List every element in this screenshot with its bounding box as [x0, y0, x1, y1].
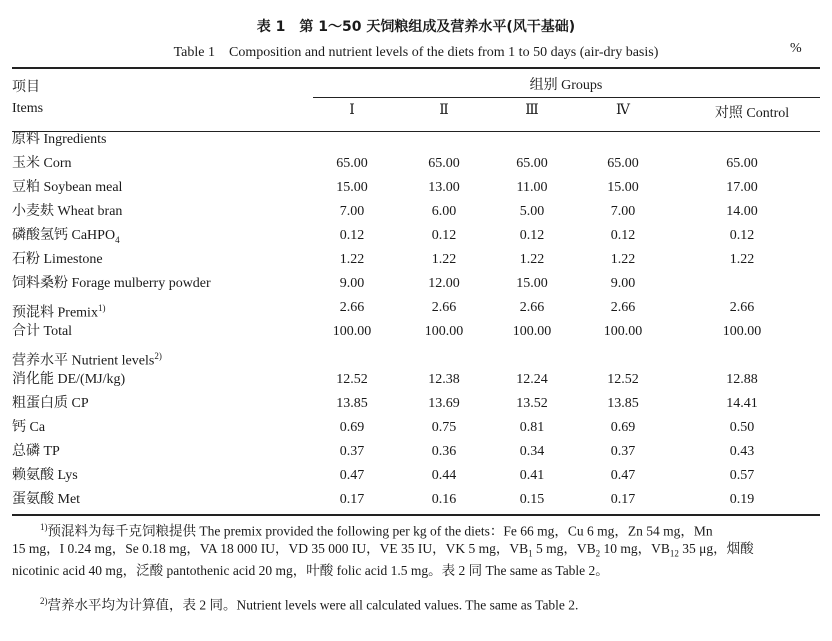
row-label-text: 磷酸氢钙 CaHPO — [12, 228, 116, 243]
footnote-2-text: 营养水平均为计算值，表 2 同。Nutrient levels were all calculated values. The same as Table 2. — [47, 597, 579, 613]
col-header-4: Ⅳ — [616, 103, 630, 118]
row-label — [12, 152, 72, 176]
row-label-text: 营养水平 Nutrient levels — [12, 353, 155, 369]
header-items-cn: 项目 — [12, 80, 40, 95]
table-row — [12, 464, 820, 488]
table-cell: 12.52 — [607, 372, 639, 387]
table-cell: 0.44 — [431, 468, 457, 483]
header-items-en: Items — [12, 101, 44, 116]
table-cell: 100.00 — [722, 324, 762, 339]
table-cell: 7.00 — [610, 204, 636, 219]
table-cell: 0.69 — [610, 420, 636, 435]
table-cell: 0.17 — [339, 492, 365, 507]
footnote-2 — [12, 590, 820, 617]
row-label — [12, 488, 80, 512]
table-cell: 11.00 — [516, 180, 548, 195]
footnote-1-mark: 1) — [40, 522, 48, 532]
table-row — [12, 248, 820, 272]
table-cell: 7.00 — [339, 204, 365, 219]
row-label — [12, 392, 89, 416]
row-label — [12, 128, 106, 152]
table-cell: 0.12 — [431, 228, 457, 243]
table-cell: 0.47 — [610, 468, 636, 483]
col-header-2: Ⅱ — [439, 103, 449, 118]
row-label-text: 石粉 Limestone — [12, 252, 103, 267]
table-cell: 0.12 — [339, 228, 365, 243]
table-cell: 12.52 — [336, 372, 368, 387]
row-label — [12, 176, 122, 200]
table-cell: 1.22 — [610, 252, 636, 267]
vb1-text: 5 mg，VB — [532, 541, 596, 556]
table-cell: 0.19 — [729, 492, 755, 507]
table-row — [12, 296, 820, 320]
table-cell: 65.00 — [336, 156, 368, 171]
table-cell: 65.00 — [516, 156, 548, 171]
table-cell: 65.00 — [726, 156, 758, 171]
table-row — [12, 344, 820, 368]
table-cell: 1.22 — [729, 252, 755, 267]
table-cell: 2.66 — [729, 300, 755, 315]
table-cell: 12.88 — [726, 372, 758, 387]
row-label — [12, 272, 211, 296]
table-cell: 2.66 — [339, 300, 365, 315]
table-cell: 12.38 — [428, 372, 460, 387]
col-header-3: Ⅲ — [525, 103, 539, 118]
table-title-en: Table 1 Composition and nutrient levels of the diets from 1 to 50 days (air-dry basis) — [173, 45, 659, 60]
table-row — [12, 392, 820, 416]
vb1-sub: 1 — [528, 548, 533, 559]
table-cell: 1.22 — [339, 252, 365, 267]
top-rule — [12, 67, 820, 69]
row-label — [12, 320, 72, 344]
table-cell: 9.00 — [610, 276, 636, 291]
table-cell: 100.00 — [424, 324, 464, 339]
table-cell: 15.00 — [516, 276, 548, 291]
table-cell: 12.24 — [516, 372, 548, 387]
col-header-control: 对照 Control — [714, 106, 790, 121]
table-cell: 0.57 — [729, 468, 755, 483]
table-cell: 0.75 — [431, 420, 457, 435]
row-label-text: 预混料 Premix — [12, 305, 98, 321]
vb2-text: 10 mg，VB — [600, 541, 670, 556]
table-cell: 13.69 — [428, 396, 460, 411]
table-cell: 17.00 — [726, 180, 758, 195]
table-cell: 65.00 — [428, 156, 460, 171]
table-row — [12, 200, 820, 224]
row-label-sub: 4 — [115, 234, 120, 245]
vb2-sub: 2 — [595, 548, 601, 559]
row-label-text: 消化能 DE/(MJ/kg) — [12, 372, 126, 387]
row-label-text: 合计 Total — [12, 324, 73, 339]
table-cell: 65.00 — [607, 156, 639, 171]
row-label-sup: 1) — [97, 303, 106, 313]
table-row — [12, 320, 820, 344]
table-cell: 0.16 — [431, 492, 457, 507]
table-cell: 0.12 — [610, 228, 636, 243]
footnote-1-line-c: nicotinic acid 40 mg，泛酸 pantothenic acid 20 mg，叶酸 folic acid 1.5 mg。表 2 同 The same as Table 2。 — [12, 563, 609, 578]
table-cell: 12.00 — [428, 276, 460, 291]
table-row — [12, 224, 820, 248]
table-cell: 9.00 — [339, 276, 365, 291]
table-cell: 2.66 — [519, 300, 545, 315]
table-row — [12, 128, 820, 152]
row-label-text: 总磷 TP — [12, 444, 60, 459]
row-label-text: 蛋氨酸 Met — [12, 492, 81, 507]
row-label — [12, 416, 45, 440]
table-title-cn: 表 1 第 1～50 天饲粮组成及营养水平(风干基础) — [256, 19, 576, 35]
table-cell: 0.12 — [519, 228, 545, 243]
table-cell: 15.00 — [607, 180, 639, 195]
footnote-1-line-a: 预混料为每千克饲粮提供 The premix provided the following per kg of the diets：Fe 66 mg，Cu 6 mg，Zn 54 mg，Mn — [47, 523, 713, 539]
table-cell: 0.69 — [339, 420, 365, 435]
table-cell: 14.41 — [726, 396, 758, 411]
table-cell: 0.43 — [729, 444, 755, 459]
row-label — [12, 368, 125, 392]
row-label-text: 粗蛋白质 CP — [12, 396, 89, 411]
table-cell: 14.00 — [726, 204, 758, 219]
table-cell: 0.50 — [729, 420, 755, 435]
table-cell: 0.81 — [519, 420, 545, 435]
unit-label: % — [790, 41, 802, 56]
table-cell: 13.00 — [428, 180, 460, 195]
table-cell: 5.00 — [519, 204, 545, 219]
table-row — [12, 176, 820, 200]
table-cell: 100.00 — [332, 324, 372, 339]
row-label — [12, 248, 103, 272]
row-label-sup: 2) — [154, 351, 162, 361]
table-cell: 1.22 — [519, 252, 545, 267]
table-cell: 1.22 — [431, 252, 457, 267]
table-cell: 0.12 — [729, 228, 755, 243]
table-cell: 0.41 — [519, 468, 545, 483]
table-cell: 13.52 — [516, 396, 548, 411]
table-row — [12, 368, 820, 392]
row-label-text: 豆粕 Soybean meal — [12, 180, 123, 195]
row-label-text: 赖氨酸 Lys — [12, 468, 78, 483]
groups-rule — [313, 97, 820, 98]
table-row — [12, 440, 820, 464]
row-label-text: 玉米 Corn — [12, 156, 72, 171]
table-cell: 100.00 — [603, 324, 643, 339]
row-label — [12, 464, 78, 488]
row-label-text: 饲料桑粉 Forage mulberry powder — [12, 276, 211, 291]
table-cell: 0.17 — [610, 492, 636, 507]
table-cell: 6.00 — [431, 204, 457, 219]
table-cell: 13.85 — [607, 396, 639, 411]
table-cell: 100.00 — [512, 324, 552, 339]
table-row — [12, 152, 820, 176]
table-cell: 0.37 — [339, 444, 365, 459]
row-label — [12, 200, 122, 224]
table-row — [12, 272, 820, 296]
row-label-text: 小麦麸 Wheat bran — [12, 204, 123, 219]
table-cell: 0.34 — [519, 444, 545, 459]
row-label — [12, 440, 60, 464]
table-cell: 0.47 — [339, 468, 365, 483]
table-cell: 2.66 — [431, 300, 457, 315]
table-cell: 2.66 — [610, 300, 636, 315]
vb12-sub: 12 — [669, 548, 679, 559]
table-cell: 15.00 — [336, 180, 368, 195]
footnote-1-line-b: 15 mg，I 0.24 mg，Se 0.18 mg，VA 18 000 IU，VD 35 000 IU，VE 35 IU，VK 5 mg，VB — [12, 541, 529, 556]
footnote-2-mark: 2) — [40, 596, 48, 606]
vb12-text: 35 μg，烟酸 — [678, 541, 754, 556]
row-label-text: 钙 Ca — [12, 420, 46, 435]
table-cell: 0.15 — [519, 492, 545, 507]
table-cell: 0.36 — [431, 444, 457, 459]
row-label-text: 原料 Ingredients — [12, 132, 107, 147]
table-row — [12, 488, 820, 512]
table-cell: 0.37 — [610, 444, 636, 459]
table-cell: 13.85 — [336, 396, 368, 411]
table-row — [12, 416, 820, 440]
col-header-1: Ⅰ — [349, 103, 355, 118]
header-groups: 组别 Groups — [529, 78, 603, 93]
